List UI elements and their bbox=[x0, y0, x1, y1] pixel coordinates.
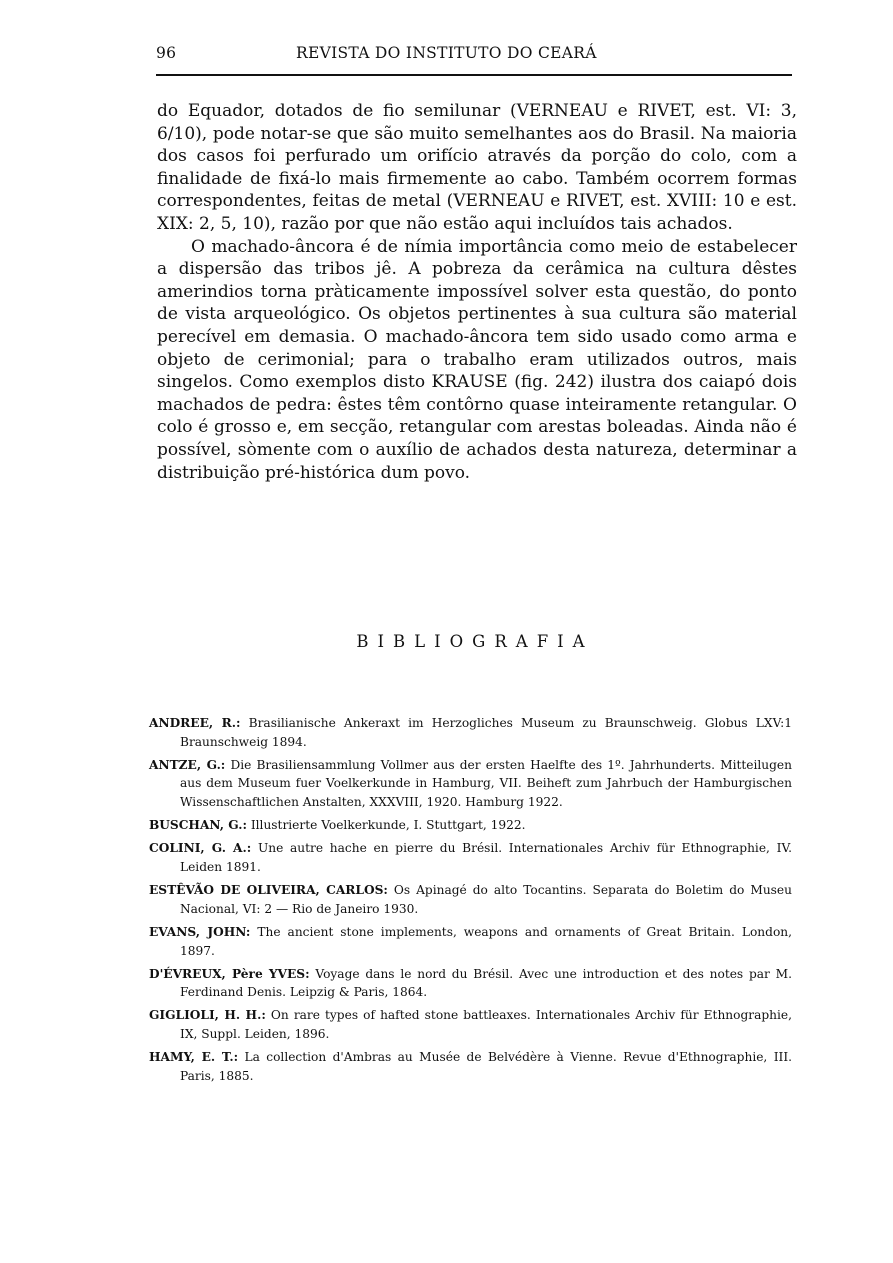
body-text bbox=[157, 100, 797, 484]
paragraph: O machado-âncora é de nímia importância como meio de estabelecer a dispersão das tribos jê. A pobreza da cerâmica na cultura dêstes amerindios torna pràticamente impossível solver esta questão, do ponto de vista arqueológico. Os objetos pertinentes à sua cultura são material perecível em demasia. O machado-âncora tem sido usado como arma e objeto de cerimonial; para o trabalho eram utilizados outros, mais singelos. Como exemplos disto KRAUSE (fig. 242) ilustra dos caiapó dois machados de pedra: êstes têm contôrno quase inteiramente retangular. O colo é grosso e, em secção, retangular com arestas boleadas. Ainda não é possível, sòmente com o auxílio de achados desta natureza, determinar a distribuição pré-histórica dum povo. bbox=[157, 236, 797, 483]
bibliography-heading: BIBLIOGRAFIA bbox=[356, 632, 594, 651]
entry-text: La collection d'Ambras au Musée de Belvédère à Vienne. Revue d'Ethnographie, III. Paris, 1885. bbox=[180, 1050, 793, 1083]
bibliography-entry bbox=[149, 1048, 792, 1085]
paragraph: do Equador, dotados de fio semilunar (VERNEAU e RIVET, est. VI: 3, 6/10), pode notar-se que são muito semelhantes aos do Brasil. Na maioria dos casos foi perfurado um orifício através da porção do colo, com a finalidade de fixá-lo mais firmemente ao cabo. Também ocorrem formas correspondentes, feitas de metal (VERNEAU e RIVET, est. XVIII: 10 e est. XIX: 2, 5, 10), razão por que não estão aqui incluídos tais achados. bbox=[157, 101, 797, 234]
bibliography-entry bbox=[149, 923, 792, 960]
entry-text: Brasilianische Ankeraxt im Herzogliches Museum zu Braunschweig. Globus LXV:1 Braunschweig 1894. bbox=[180, 716, 793, 749]
page-number: 96 bbox=[156, 44, 177, 62]
bibliography-entry bbox=[149, 881, 792, 918]
entry-text: Illustrierte Voelkerkunde, I. Stuttgart, 1922. bbox=[250, 818, 526, 833]
entry-text: The ancient stone implements, weapons and ornaments of Great Britain. London, 1897. bbox=[180, 924, 793, 958]
bibliography-entry bbox=[149, 839, 792, 876]
bibliography-entry bbox=[149, 1006, 792, 1043]
entry-author: ANDREE, R.: bbox=[149, 716, 241, 730]
entry-author: D'ÉVREUX, Père YVES: bbox=[149, 966, 310, 981]
page-header bbox=[156, 44, 792, 68]
entry-author: GIGLIOLI, H. H.: bbox=[149, 1008, 266, 1023]
bibliography-list bbox=[149, 714, 792, 1090]
entry-text: Die Brasiliensammlung Vollmer aus der ersten Haelfte des 1º. Jahrhunderts. Mitteilugen aus dem Museum fuer Voelkerkunde in Hamburg, VII. Beiheft zum Jahrbuch der Hamburgischen Wissenschaftlichen Anstalten, XXXVIII, 1920. Hamburg 1922. bbox=[180, 757, 792, 809]
entry-text: Voyage dans le nord du Brésil. Avec une introduction et des notes par M. Ferdinand Denis. Leipzig & Paris, 1864. bbox=[180, 966, 792, 1000]
entry-author: HAMY, E. T.: bbox=[149, 1050, 239, 1065]
bibliography-entry bbox=[149, 714, 792, 751]
entry-text: Os Apinagé do alto Tocantins. Separata do Boletim do Museu Nacional, VI: 2 — Rio de Janeiro 1930. bbox=[180, 883, 792, 916]
header-rule bbox=[156, 74, 792, 76]
entry-author: BUSCHAN, G.: bbox=[149, 818, 247, 833]
entry-text: Une autre hache en pierre du Brésil. Internationales Archiv für Ethnographie, IV. Leiden 1891. bbox=[180, 841, 792, 874]
entry-author: COLINI, G. A.: bbox=[149, 841, 252, 856]
entry-author: EVANS, JOHN: bbox=[149, 924, 251, 939]
entry-text: On rare types of hafted stone battleaxes. Internationales Archiv für Ethnographie, IX, Suppl. Leiden, 1896. bbox=[180, 1008, 793, 1042]
entry-author: ANTZE, G.: bbox=[149, 757, 226, 772]
bibliography-entry bbox=[149, 965, 792, 1002]
entry-author: ESTÊVÃO DE OLIVEIRA, CARLOS: bbox=[149, 883, 388, 898]
bibliography-entry bbox=[149, 816, 792, 835]
running-title: REVISTA DO INSTITUTO DO CEARÁ bbox=[296, 44, 597, 62]
bibliography-entry bbox=[149, 756, 792, 812]
